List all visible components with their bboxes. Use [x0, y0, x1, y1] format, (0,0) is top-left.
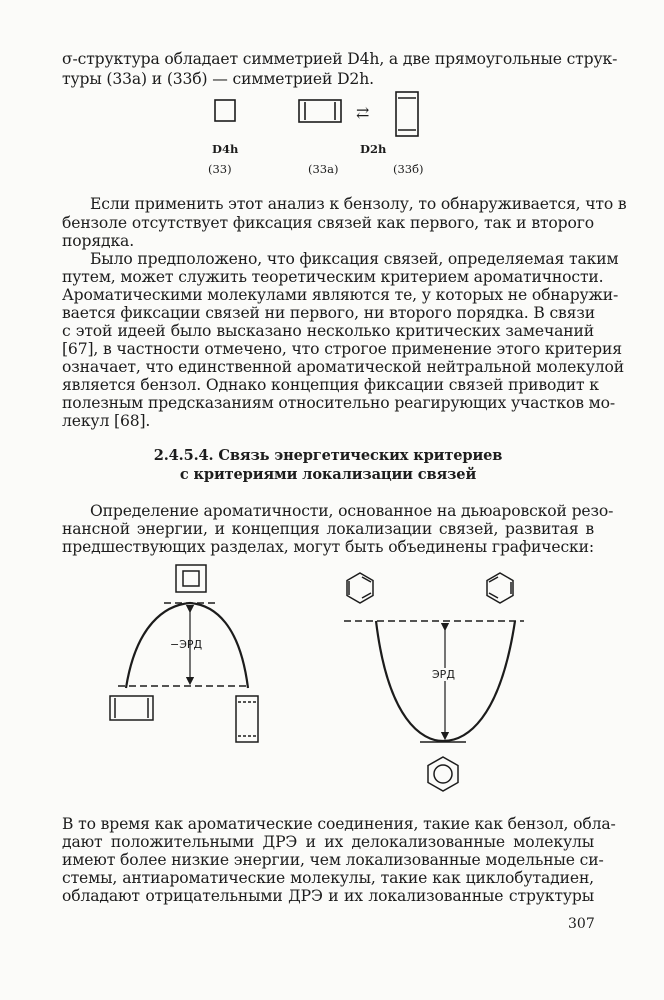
left-erd-label: −ЭРД	[170, 638, 203, 651]
para3-line-1: Было предположено, что фиксация связей, определяемая таким	[90, 250, 619, 268]
para1-line-2: туры (33а) и (33б) — симметрией D2h.	[62, 70, 374, 88]
para2-line-1: Если применить этот анализ к бензолу, то обнаруживается, что в	[90, 195, 627, 213]
benzene-kekule-right	[487, 573, 513, 603]
para5-line-4: стемы, антиароматические молекулы, такие как циклобутадиен,	[62, 869, 594, 887]
section-heading-line-1: 2.4.5.4. Связь энергетических критериев	[153, 447, 503, 464]
para2-line-2: бензоле отсутствует фиксация связей как первого, так и второго	[62, 214, 594, 232]
page-number: 307	[568, 916, 595, 932]
benzene-kekule-left	[347, 573, 373, 603]
section-heading-line-2: с критериями локализации связей	[179, 466, 477, 483]
label-33: (33)	[208, 162, 232, 176]
para3-line-3: Ароматическими молекулами являются те, у которых не обнаружи-	[62, 286, 619, 304]
para3-line-6: [67], в частности отмечено, что строгое применение этого критерия	[62, 340, 622, 358]
symmetry-d2h: D2h	[360, 142, 387, 156]
right-erd-label: ЭРД	[432, 668, 455, 681]
para3-line-7: означает, что единственной ароматической нейтральной молекулой	[62, 358, 625, 376]
cyclobutadiene-horizontal	[110, 696, 153, 720]
label-33b: (33б)	[393, 162, 424, 176]
para4-line-2: нансной энергии, и концепция локализации связей, развитая в	[62, 520, 594, 538]
para3-line-4: вается фиксации связей ни первого, ни второго порядка. В связи	[62, 304, 595, 322]
para4-line-3: предшествующих разделах, могут быть объединены графически:	[62, 538, 594, 556]
para5-line-1: В то время как ароматические соединения, такие как бензол, обла-	[62, 815, 616, 833]
para3-line-5: с этой идеей было высказано несколько критических замечаний	[62, 322, 594, 340]
para5-line-2: дают положительными ДРЭ и их делокализованные молекулы	[62, 833, 594, 851]
para3-line-9: полезным предсказаниям относительно реагирующих участков мо-	[62, 394, 615, 412]
para3-line-2: путем, может служить теоретическим критерием ароматичности.	[62, 268, 604, 286]
cyclobutadiene-vertical	[236, 696, 258, 742]
equilibrium-arrows-icon: ⇄	[356, 103, 370, 122]
para3-line-10: лекул [68].	[62, 412, 151, 430]
para1-line-1: σ-структура обладает симметрией D4h, а две прямоугольные струк-	[62, 50, 618, 68]
para4-line-1: Определение ароматичности, основанное на дьюаровской резо-	[90, 502, 614, 520]
symmetry-d4h: D4h	[212, 142, 239, 156]
para3-line-8: является бензол. Однако концепция фиксации связей приводит к	[62, 376, 599, 394]
benzene-delocalized	[428, 757, 458, 791]
para2-line-3: порядка.	[62, 232, 135, 250]
para5-line-5: обладают отрицательными ДРЭ и их локализованные структуры	[62, 887, 594, 905]
label-33a: (33а)	[308, 162, 339, 176]
cyclobutadiene-top	[176, 565, 206, 592]
para5-line-3: имеют более низкие энергии, чем локализованные модельные си-	[62, 851, 604, 869]
